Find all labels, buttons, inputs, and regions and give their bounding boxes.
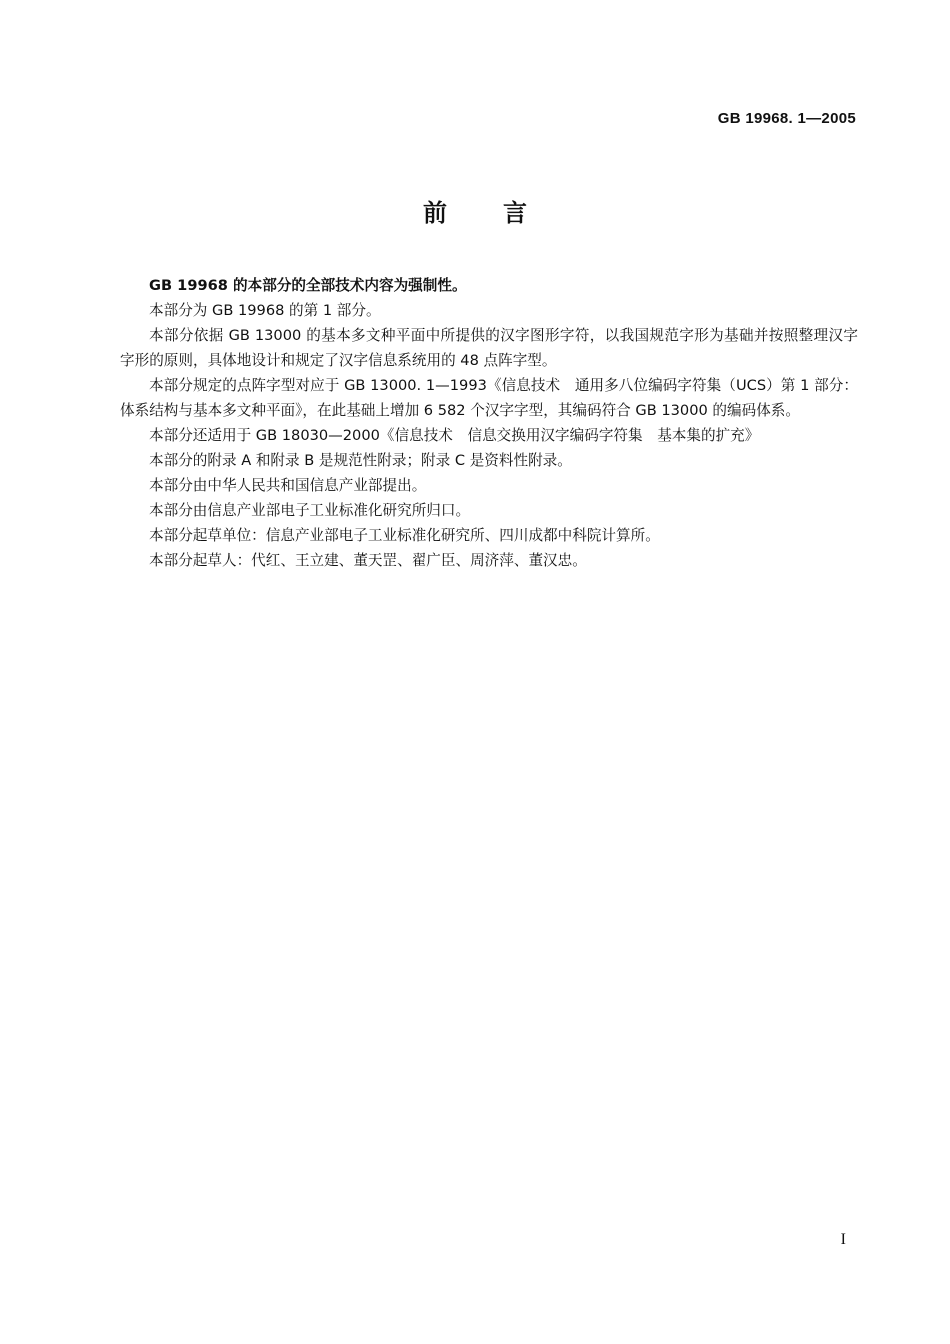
paragraph: 本部分规定的点阵字型对应于 GB 13000. 1—1993《信息技术 通用多八位编码字符集（UCS）第 1 部分：体系结构与基本多文种平面》，在此基础上增加 6 582 个汉字字型，其编码符合 GB 13000 的编码体系。 [120, 377, 858, 419]
paragraph: 本部分由中华人民共和国信息产业部提出。 [149, 477, 427, 494]
paragraph: 本部分为 GB 19968 的第 1 部分。 [149, 302, 381, 319]
foreword-body [120, 273, 858, 573]
paragraph: 本部分由信息产业部电子工业标准化研究所归口。 [149, 502, 471, 519]
paragraph-mandatory-statement: GB 19968 的本部分的全部技术内容为强制性。 [149, 277, 467, 294]
paragraph: 本部分起草单位：信息产业部电子工业标准化研究所、四川成都中科院计算所。 [149, 527, 660, 544]
paragraph: 本部分的附录 A 和附录 B 是规范性附录；附录 C 是资料性附录。 [149, 452, 572, 469]
paragraph: 本部分还适用于 GB 18030—2000《信息技术 信息交换用汉字编码字符集 基本集的扩充》 [149, 427, 760, 444]
paragraph: 本部分依据 GB 13000 的基本多文种平面中所提供的汉字图形字符，以我国规范字形为基础并按照整理汉字字形的原则，具体地设计和规定了汉字信息系统用的 48 点阵字型。 [120, 327, 858, 369]
standard-code: GB 19968. 1—2005 [717, 110, 856, 127]
page-title: 前言 [423, 199, 583, 227]
paragraph: 本部分起草人：代红、王立建、董天罡、翟广臣、周济萍、董汉忠。 [149, 552, 587, 569]
page-number: I [840, 1231, 846, 1248]
